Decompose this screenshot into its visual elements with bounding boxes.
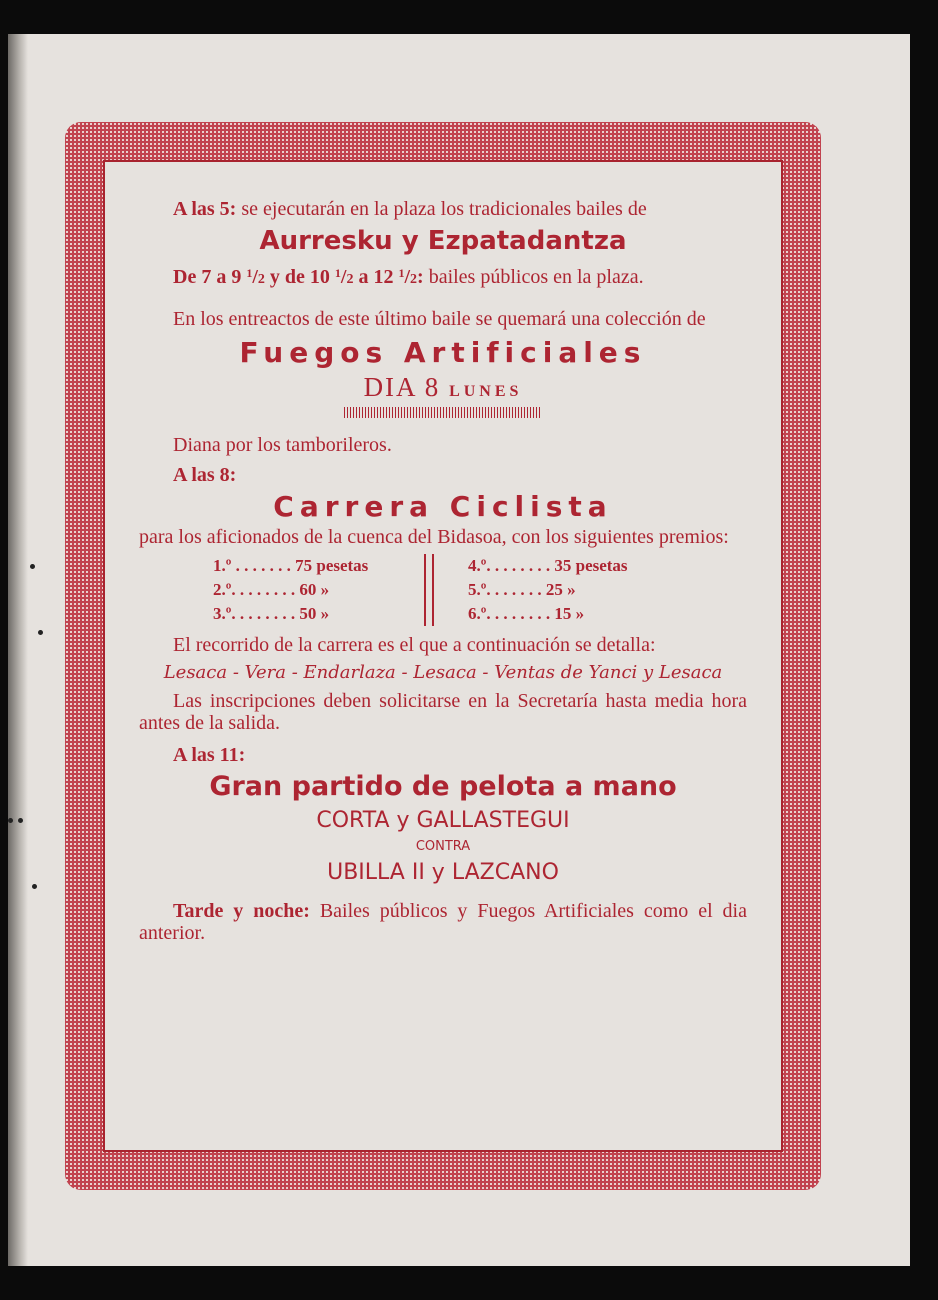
paragraph-diana: Diana por los tamborileros. <box>173 434 392 456</box>
route: Lesaca - Vera - Endarlaza - Lesaca - Ventas de Yanci y Lesaca <box>163 662 723 683</box>
staple-dot <box>18 818 23 823</box>
time-range: De 7 a 9 $^1$/2 y de 10 $^1$/2 a 12 $^1$/2: <box>173 266 424 288</box>
heading-carrera: Carrera Ciclista <box>273 490 613 523</box>
double-rule <box>424 554 434 626</box>
paragraph-inscripciones: Las inscripciones deben solicitarse en la Secretaría hasta media hora antes de la salida. <box>139 690 747 734</box>
prize-row: 6.º. . . . . . . . 15 » <box>468 604 585 623</box>
staple-dot <box>38 630 43 635</box>
program-text <box>139 198 747 944</box>
paragraph-dances <box>139 262 747 291</box>
heading-aurresku: Aurresku y Ezpatadantza <box>259 226 627 256</box>
staple-dot <box>8 818 13 823</box>
time-label: Tarde y noche: <box>173 900 310 922</box>
prize-table <box>139 554 747 626</box>
decorative-border <box>65 122 821 1190</box>
prize-row: 1.º . . . . . . . 75 pesetas <box>213 556 369 575</box>
paragraph-aficionados: para los aficionados de la cuenca del Bidasoa, con los siguientes premios: <box>139 526 729 548</box>
paragraph-text: Bailes públicos y Fuegos Artificiales como el dia anterior. <box>139 900 747 944</box>
staple-dot <box>30 564 35 569</box>
team-one: CORTA y GALLASTEGUI <box>316 808 570 833</box>
prize-column-left <box>213 554 418 626</box>
paragraph-text: se ejecutarán en la plaza los tradicionales bailes de <box>236 198 647 220</box>
heading-partido: Gran partido de pelota a mano <box>209 771 677 802</box>
heading-fuegos: Fuegos Artificiales <box>239 336 647 369</box>
inner-frame <box>103 160 783 1152</box>
weekday: LUNES <box>449 383 523 400</box>
paragraph-text: bailes públicos en la plaza. <box>423 266 644 288</box>
prize-column-right <box>440 554 673 626</box>
booklet-page <box>8 34 910 1266</box>
paragraph-tarde <box>139 900 747 944</box>
paragraph-recorrido: El recorrido de la carrera es el que a continuación se detalla: <box>173 634 656 656</box>
paragraph-5pm <box>139 198 747 220</box>
hatched-rule <box>344 407 542 418</box>
day-heading <box>139 372 747 403</box>
team-two: UBILLA II y LAZCANO <box>327 860 559 885</box>
paragraph-entreactos: En los entreactos de este último baile se quemará una colección de <box>173 308 706 330</box>
prize-row: 2.º. . . . . . . . 60 » <box>213 580 330 599</box>
prize-row: 5.º. . . . . . . 25 » <box>468 580 576 599</box>
time-label-11: A las 11: <box>173 744 246 766</box>
binding-edge <box>8 34 28 1266</box>
time-label-8: A las 8: <box>173 464 237 486</box>
time-label: A las 5: <box>173 198 237 220</box>
prize-row: 4.º. . . . . . . . 35 pesetas <box>468 556 628 575</box>
staple-dot <box>32 884 37 889</box>
prize-row: 3.º. . . . . . . . 50 » <box>213 604 330 623</box>
versus-label: CONTRA <box>415 839 471 854</box>
day-number: DIA 8 <box>363 372 441 402</box>
